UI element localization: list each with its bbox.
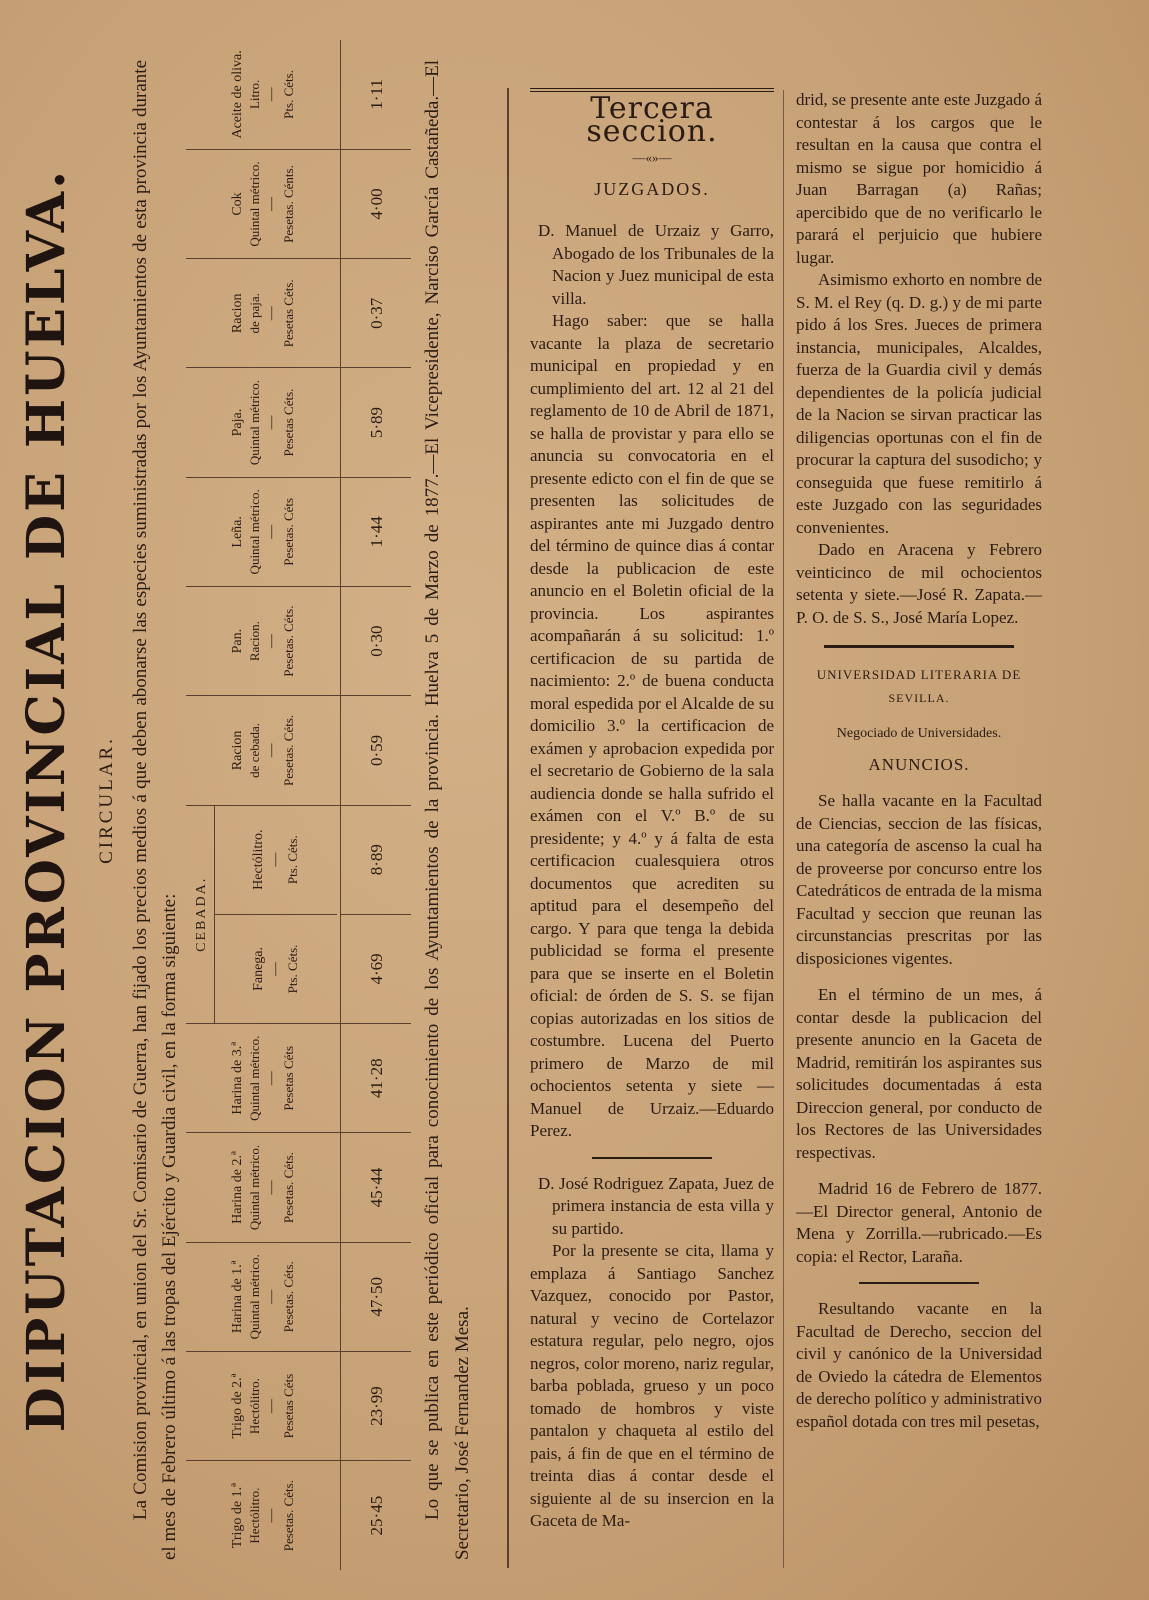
table-cell: 1·44 bbox=[341, 477, 412, 586]
table-cell: 0·30 bbox=[341, 586, 412, 695]
col-head: Harina de 2.ª Quintal métrico. — Pesetas. Céts. bbox=[186, 1133, 341, 1242]
paragraph: En el término de un mes, á contar desde la publicacion del presente anuncio en la Gaceta de Madrid, remitirán los aspirantes sus solicitudes documentadas á esta Direccion general, por conducto de los Rectores de las Universidades respectivas. bbox=[796, 985, 1042, 1162]
paragraph: Se halla vacante en la Facultad de Ciencias, seccion de las físicas, una categoría de ascenso la cual ha de proveerse por concurso entre los Catedráticos de entrada de la misma Facultad y seccion que reunan las circunstancias prescritas por las disposiciones vigentes. bbox=[796, 791, 1042, 968]
col-head: Paja. Quintal métrico. — Pesetas Céts. bbox=[186, 368, 341, 477]
col-head: Racion de paja. — Pesetas Céts. bbox=[186, 259, 341, 368]
price-table-values bbox=[341, 40, 412, 1570]
col-head: Leña. Quintal métrico. — Pesetas. Céts bbox=[186, 477, 341, 586]
table-cell: 8·89 bbox=[341, 805, 412, 914]
col-head: CEBADA. Fanega. — Pts. Céts. Hectólitro. — Pts. Céts. bbox=[186, 805, 341, 1024]
col-head: Racion de cebada. — Pesetas. Céts. bbox=[186, 696, 341, 805]
table-cell: 47·50 bbox=[341, 1242, 412, 1351]
negociado: Negociado de Universidades. bbox=[836, 726, 1002, 741]
section-subtitle: JUZGADOS. bbox=[594, 178, 710, 199]
col-head: Harina de 3.ª Quintal métrico. — Pesetas Céts bbox=[186, 1024, 341, 1133]
university-name: UNIVERSIDAD LITERARIA DE bbox=[816, 667, 1022, 682]
table-cell: 4·69 bbox=[341, 914, 412, 1023]
circular-title: CIRCULAR. bbox=[96, 736, 117, 864]
col-head: Harina de 1.ª Quintal métrico. — Pesetas. Céts. bbox=[186, 1242, 341, 1351]
edict-body: Hago saber: que se halla vacante la plaza de secretario municipal en propiedad y en cumplimiento del art. 12 al 21 del reglamento de 10 de Abril de 1871, se halla de provistar y para ello se anuncia su convocatoria en el presente edicto con el fin de que se presenten las solicitudes de aspirantes ante mi Juzgado dentro del término de quince dias á contar desde la publicacion de este anuncio en el Boletin oficial de la provincia. Los aspirantes acompañarán á su solicitud: 1.º certificacion de su partida de nacimiento: 2.º de buena conducta moral espedida por el Alcalde de su domicilio 3.º la certificacion de exámen y aprobacion expedida por el secretario de Gobierno de la sala audiencia donde se halla sufrido el exámen con el V.º B.º de su presidente; y 4.º y á falta de esta certificacion cualesquiera otros documentos que acrediten su aptitud para el desempeño del cargo. Y para que tenga la debida publicidad se forma el presente para que se inserte en el Boletin oficial: de órden de S. S. se fijan copias autorizadas en los sitios de costumbre. Lucena del Puerto primero de Marzo de mil ochocientos setenta y siete —Manuel de Urzaiz.—Eduardo Perez. bbox=[530, 311, 774, 1140]
rotated-circular-block bbox=[0, 0, 512, 1600]
ornament: —«»— bbox=[632, 150, 672, 165]
paragraph: drid, se presente ante este Juzgado á contestar á los cargos que le resultan en la causa que contra el mismo se sigue por homicidio á Juan Barragan (a) Rañas; apercibido que de no verificarlo le parará el perjuicio que hubiere lugar. bbox=[796, 90, 1042, 267]
paragraph: Dado en Aracena y Febrero veinticinco de mil ochocientos setenta y siete.—José R. Zapata.—P. O. de S. S., José María Lopez. bbox=[796, 540, 1042, 627]
university-city: SEVILLA. bbox=[888, 690, 950, 705]
table-cell: 25·45 bbox=[341, 1461, 412, 1570]
anuncios-title: ANUNCIOS. bbox=[868, 754, 970, 774]
circular-footer: Lo que se publica en este periódico oficial para conocimiento de los Ayuntamientos de la provincia. Huelva 5 de Marzo de 1877.—El Vicepresidente, Narciso García Castañeda.—El Secretario, José Fernandez Mesa. bbox=[422, 60, 473, 1560]
column-divider bbox=[783, 90, 784, 1568]
section-title: Tercera seccion. bbox=[586, 91, 718, 149]
edict-heading: D. Manuel de Urzaiz y Garro, Abogado de los Tribunales de la Nacion y Juez municipal de esta villa. bbox=[538, 221, 774, 308]
group-label: CEBADA. bbox=[190, 806, 215, 1024]
col-head: Trigo de 2.ª Hectólitro. — Pesetas Céts bbox=[186, 1351, 341, 1460]
col-head: Pan. Racion. — Pesetas. Céts. bbox=[186, 586, 341, 695]
col-head: Trigo de 1.ª Hectólitro. — Pesetas. Céts. bbox=[186, 1461, 341, 1570]
edict-body: Por la presente se cita, llama y emplaza á Santiago Sanchez Vazquez, conocido por Pastor, natural y vecino de Cortelazor estatura regular, pelo negro, ojos negros, color moreno, nariz regular, barba poblada, grueso y un poco tomado de hombros y viste pantalon y chaqueta al estilo del pais, á fin de que en el término de treinta dias á contar desde el siguiente al de su insercion en la Gaceta de Ma- bbox=[530, 1241, 774, 1530]
price-table-header bbox=[186, 40, 341, 1570]
table-cell: 45·44 bbox=[341, 1133, 412, 1242]
column-juzgados bbox=[530, 88, 774, 1533]
price-table bbox=[186, 40, 411, 1570]
separator bbox=[824, 645, 1014, 648]
masthead: DIPUTACION PROVINCIAL DE HUELVA. bbox=[15, 167, 77, 1433]
edict-heading: D. José Rodriguez Zapata, Juez de primera instancia de esta villa y su partido. bbox=[538, 1173, 774, 1238]
table-cell: 1·11 bbox=[366, 79, 386, 110]
paragraph: Asimismo exhorto en nombre de S. M. el Rey (q. D. g.) y de mi parte pido á los Sres. Jueces de primera instancia, municipales, Alcaldes, fuerza de la Guardia civil y demás dependientes de la policía judicial de la Nacion se sirvan practicar las diligencias oportunas con el fin de procurar la captura del susodicho; y conseguida que fuese remitirlo á este Juzgado con las seguridades convenientes. bbox=[796, 270, 1042, 537]
table-cell: 0·37 bbox=[341, 259, 412, 368]
column-divider bbox=[507, 88, 509, 1568]
column-anuncios bbox=[796, 89, 1042, 1433]
separator bbox=[592, 1157, 712, 1159]
col-head: Cok Quintal métrico. — Pesetas. Cénts. bbox=[186, 149, 341, 258]
circular-intro: La Comision provincial, en union del Sr. Comisario de Guerra, han fijado los precios medios á que deben abonarse las especies suministradas por los Ayuntamientos de esta provincia durante el mes de Febrero último á las tropas del Ejército y Guardia civil, en la forma siguiente: bbox=[130, 60, 180, 1560]
table-cell: 4·00 bbox=[341, 149, 412, 258]
col-head: Aceite de oliva. Litro. — Pts. Céts. bbox=[186, 40, 341, 149]
table-cell: 0·59 bbox=[341, 696, 412, 805]
separator bbox=[859, 1282, 979, 1284]
paragraph: Madrid 16 de Febrero de 1877.—El Director general, Antonio de Mena y Zorrilla.—rubricado.—Es copia: el Rector, Laraña. bbox=[796, 1179, 1042, 1266]
table-cell: 23·99 bbox=[341, 1351, 412, 1460]
table-cell: 5·89 bbox=[341, 368, 412, 477]
paragraph: Resultando vacante en la Facultad de Derecho, seccion del civil y canónico de la Universidad de Oviedo la cátedra de Elementos de derecho político y administrativo español dotada con tres mil pesetas, bbox=[796, 1299, 1042, 1431]
table-cell: 41·28 bbox=[341, 1024, 412, 1133]
